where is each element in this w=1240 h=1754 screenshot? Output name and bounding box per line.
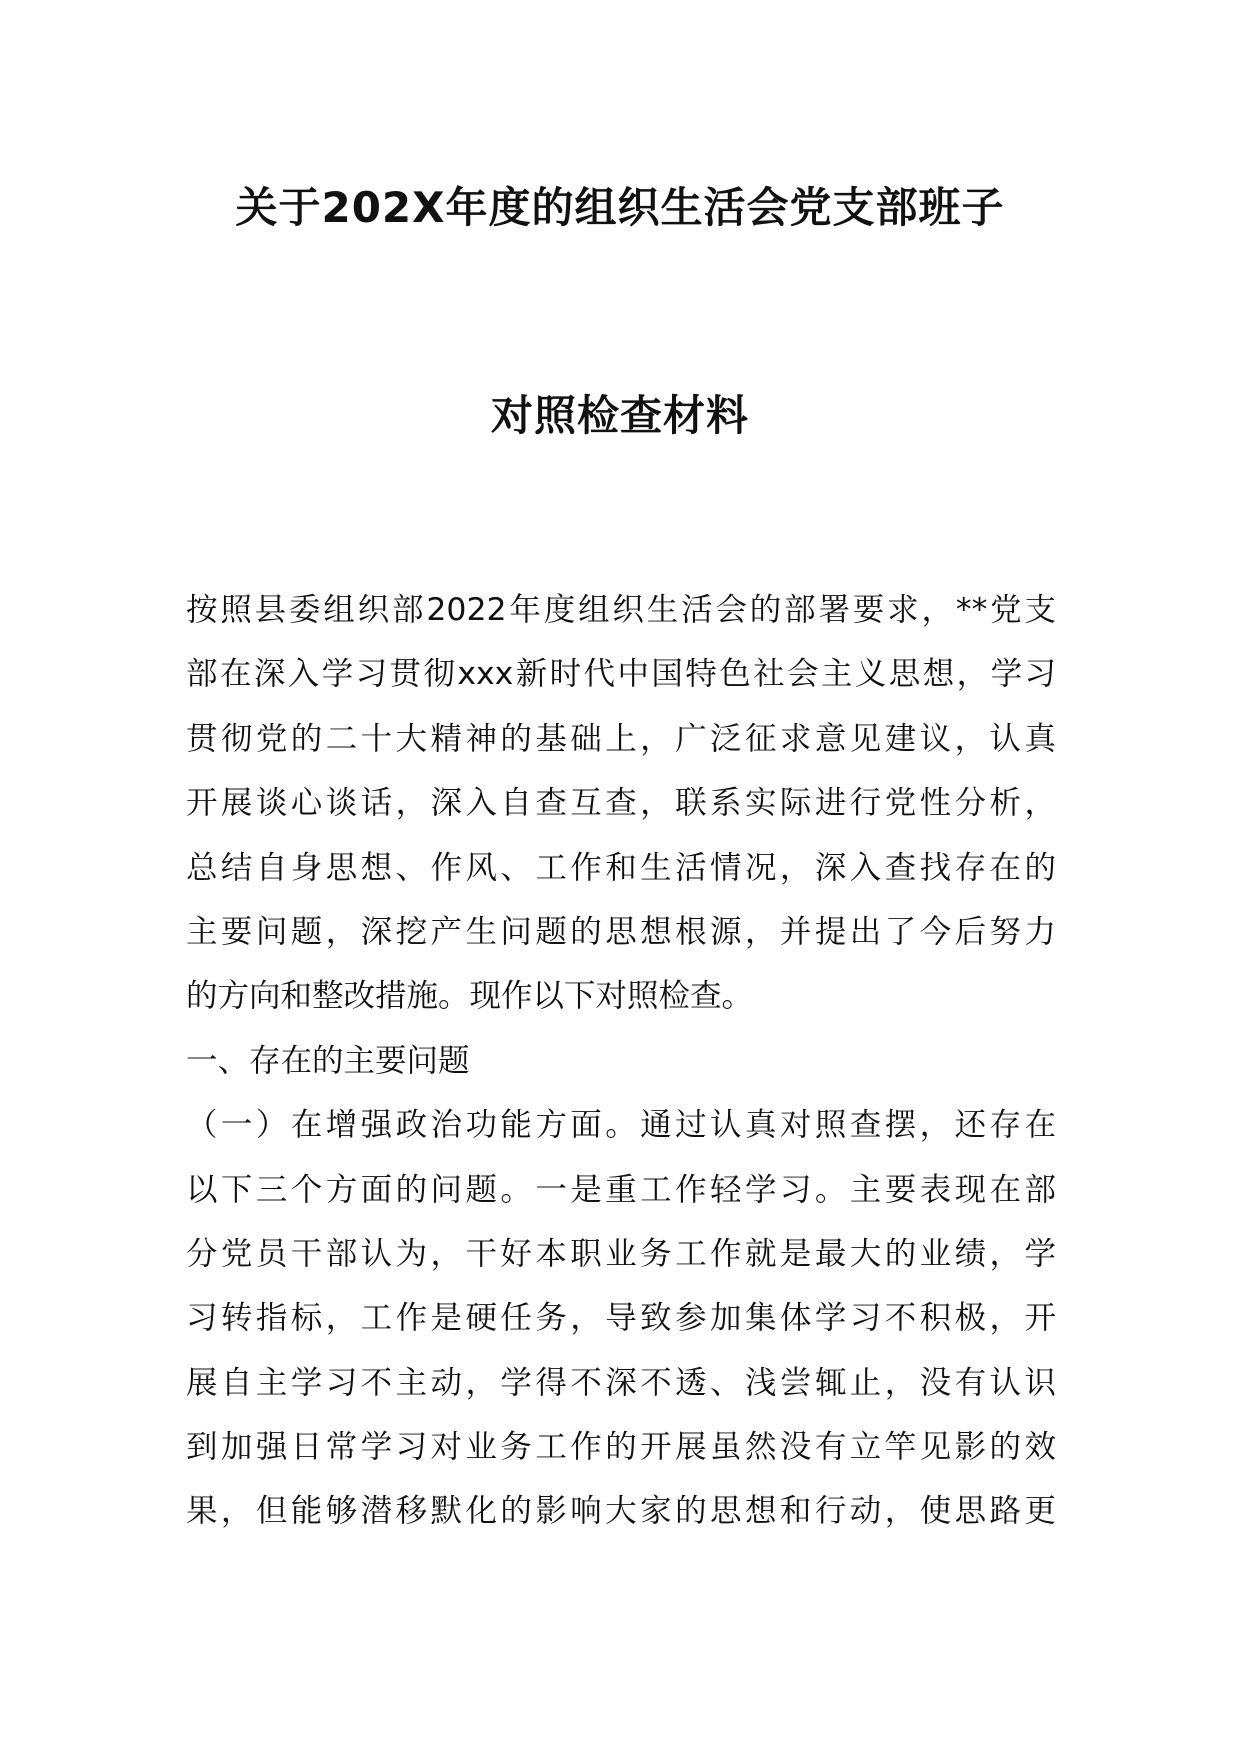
text-line: 分党员干部认为，干好本职业务工作就是最大的业绩，学 [186,1235,1056,1272]
text-line: 以下三个方面的问题。一是重工作轻学习。主要表现在部 [186,1171,1056,1208]
text-line: 按照县委组织部2022年度组织生活会的部署要求，**党支 [186,592,1056,628]
section-paragraph [186,1093,1056,1544]
text-line: 主要问题，深挖产生问题的思想根源，并提出了今后努力 [186,913,1056,950]
document-title-line-2: 对照检查材料 [490,391,749,440]
text-line: 总结自身思想、作风、工作和生活情况，深入查找存在的 [186,849,1056,886]
intro-paragraph [186,578,1056,1029]
text-line: 的方向和整改措施。现作以下对照检查。 [186,978,754,1015]
text-line: 展自主学习不主动，学得不深不透、浅尝辄止，没有认识 [186,1364,1056,1401]
text-line: 习转指标，工作是硬任务，导致参加集体学习不积极，开 [186,1300,1056,1337]
text-line: 果，但能够潜移默化的影响大家的思想和行动，使思路更 [186,1493,1056,1530]
text-line: 贯彻党的二十大精神的基础上，广泛征求意见建议，认真 [186,720,1056,757]
section-heading: 一、存在的主要问题 [186,1042,470,1079]
document-title-line-1: 关于202X年度的组织生活会党支部班子 [235,183,1005,232]
text-line: 到加强日常学习对业务工作的开展虽然没有立竿见影的效 [186,1429,1056,1466]
text-line: 部在深入学习贯彻xxx新时代中国特色社会主义思想，学习 [186,656,1056,693]
text-line: 开展谈心谈话，深入自查互查，联系实际进行党性分析， [186,785,1056,822]
text-line: （一）在增强政治功能方面。通过认真对照查摆，还存在 [186,1107,1056,1144]
document-body [186,578,1056,1544]
